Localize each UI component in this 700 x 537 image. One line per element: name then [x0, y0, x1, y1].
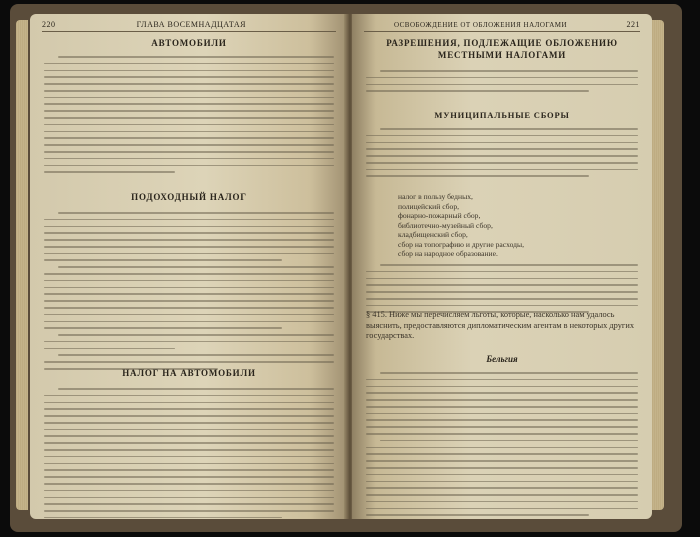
list-item: полицейский сбор,	[398, 201, 460, 211]
paragraph-municipal	[366, 128, 638, 182]
heading-belgium: Бельгия	[486, 354, 518, 364]
list-item: налог в пользу бедных,	[398, 192, 473, 201]
section-415-paragraph: § 415. Ниже мы перечисляем льготы, которые, насколько нам удалось выяснить, предоставляются дипломатическим агентам в некоторых других государствах.	[366, 310, 635, 340]
right-page-header	[364, 20, 640, 32]
paragraph-auto-tax	[44, 388, 334, 519]
left-page-header	[42, 20, 336, 32]
paragraph-income-tax	[44, 212, 334, 375]
left-running-head: ГЛАВА ВОСЕМНАДЦАТАЯ	[136, 20, 246, 29]
page-edges-right	[652, 20, 664, 510]
right-running-head: ОСВОБОЖДЕНИЕ ОТ ОБЛОЖЕНИЯ НАЛОГАМИ	[394, 21, 568, 29]
heading-auto-tax: НАЛОГ НА АВТОМОБИЛИ	[122, 368, 256, 378]
list-item: библиотечно-музейный сбор,	[398, 220, 493, 230]
right-page-number: 221	[626, 20, 640, 29]
list-item: фонарно-пожарный сбор,	[398, 211, 481, 220]
heading-permits-1: РАЗРЕШЕНИЯ, ПОДЛЕЖАЩИЕ ОБЛОЖЕНИЮ	[386, 38, 618, 48]
municipal-list	[398, 192, 638, 259]
left-page-number: 220	[42, 20, 56, 29]
list-item: кладбищенский сбор,	[398, 230, 468, 239]
list-item: сбор на топографию и другие расходы,	[398, 239, 525, 249]
right-page	[352, 14, 652, 519]
page-edges-left	[16, 20, 28, 510]
paragraph-permits	[366, 70, 638, 97]
paragraph-automobiles	[44, 56, 334, 178]
heading-automobiles: АВТОМОБИЛИ	[151, 38, 227, 48]
paragraph-belgium	[366, 372, 638, 519]
heading-permits-2: МЕСТНЫМИ НАЛОГАМИ	[437, 50, 567, 60]
left-page	[30, 14, 348, 519]
heading-municipal: МУНИЦИПАЛЬНЫЕ СБОРЫ	[434, 110, 570, 120]
heading-income-tax: ПОДОХОДНЫЙ НАЛОГ	[131, 192, 247, 202]
list-item: сбор на народное образование.	[398, 249, 498, 258]
